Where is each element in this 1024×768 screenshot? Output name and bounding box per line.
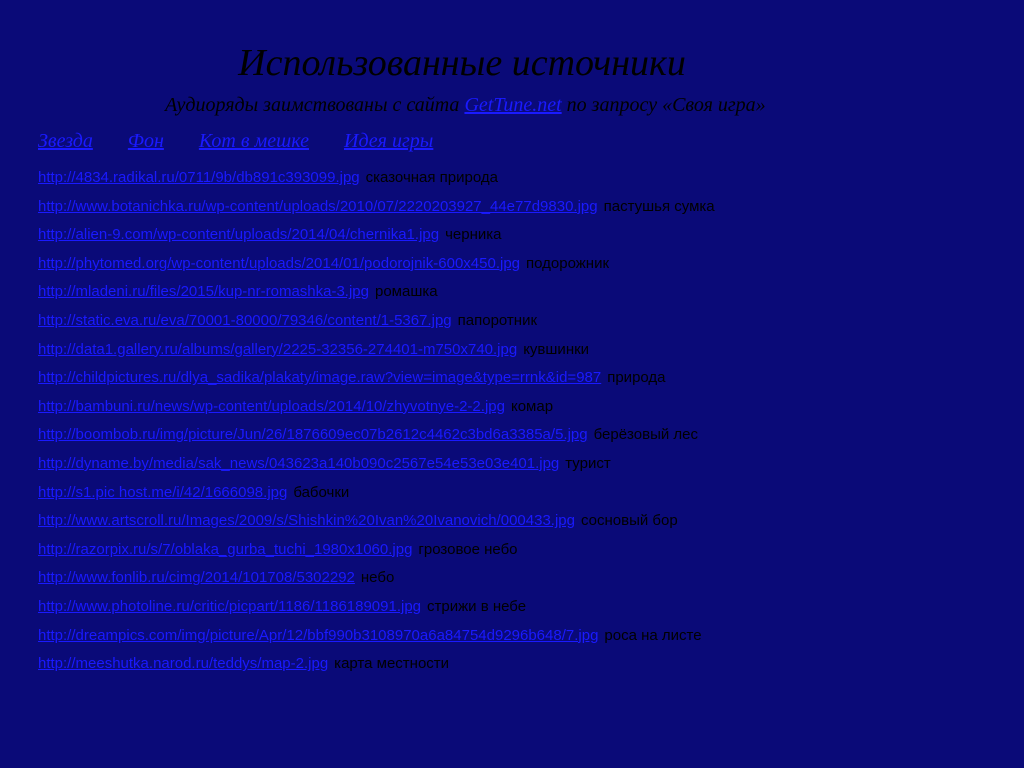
nav-link-background[interactable]: Фон xyxy=(127,130,164,152)
source-link[interactable]: http://boombob.ru/img/picture/Jun/26/1876609ec07b2612c4462c3bd6a3385a/5.jpg xyxy=(38,426,588,444)
list-item xyxy=(38,595,715,624)
list-item xyxy=(38,624,715,653)
list-item xyxy=(38,309,715,338)
source-link[interactable]: http://data1.gallery.ru/albums/gallery/2225-32356-274401-m750x740.jpg xyxy=(38,340,518,358)
source-description: подорожник xyxy=(526,254,610,272)
list-item xyxy=(38,223,715,252)
source-description: ромашка xyxy=(375,283,438,301)
source-link[interactable]: http://4834.radikal.ru/0711/9b/db891c393099.jpg xyxy=(38,169,360,186)
list-item xyxy=(38,652,715,681)
source-link[interactable]: http://www.artscroll.ru/Images/2009/s/Shishkin%20Ivan%20Ivanovich/000433.jpg xyxy=(38,512,575,530)
list-item xyxy=(38,566,715,595)
nav-link-star[interactable]: Звезда xyxy=(38,130,93,152)
source-description: природа xyxy=(607,369,666,387)
sources-list xyxy=(38,166,715,681)
source-description: стрижи в небе xyxy=(427,597,527,615)
source-description: турист xyxy=(565,454,611,472)
source-description: черника xyxy=(445,226,502,244)
source-description: грозовое небо xyxy=(418,540,518,558)
source-description: берёзовый лес xyxy=(593,426,699,444)
nav-link-cat-in-bag[interactable]: Кот в мешке xyxy=(198,130,309,152)
source-link[interactable]: http://static.eva.ru/eva/70001-80000/79346/content/1-5367.jpg xyxy=(38,311,452,329)
list-item xyxy=(38,280,715,309)
source-link[interactable]: http://www.photoline.ru/critic/picpart/1186/1186189091.jpg xyxy=(38,597,422,615)
source-link[interactable]: http://dyname.by/media/sak_news/043623a140b090c2567e54e53e03e401.jpg xyxy=(38,454,560,472)
source-link[interactable]: http://www.botanichka.ru/wp-content/uploads/2010/07/2220203927_44e77d9830.jpg xyxy=(38,197,598,215)
source-link[interactable]: http://www.fonlib.ru/cimg/2014/101708/5302292 xyxy=(38,569,355,587)
list-item xyxy=(38,395,715,424)
list-item xyxy=(38,195,715,224)
source-link[interactable]: http://dreampics.com/img/picture/Apr/12/bbf990b3108970a6a84754d9296b648/7.jpg xyxy=(38,626,599,644)
source-description: папоротник xyxy=(457,311,538,329)
source-description: комар xyxy=(510,397,554,415)
list-item xyxy=(38,538,715,567)
source-description: карта местности xyxy=(334,655,450,673)
source-description: сосновый бор xyxy=(580,512,678,530)
nav-link-game-idea[interactable]: Идея игры xyxy=(344,130,434,152)
source-link[interactable]: http://razorpix.ru/s/7/oblaka_gurba_tuchi_1980x1060.jpg xyxy=(38,540,413,558)
list-item xyxy=(38,366,715,395)
source-link[interactable]: http://phytomed.org/wp-content/uploads/2014/01/podorojnik-600x450.jpg xyxy=(38,254,520,272)
source-description: сказочная природа xyxy=(365,169,498,186)
page-title: Использованные источники xyxy=(238,42,686,84)
list-item xyxy=(38,252,715,281)
source-description: бабочки xyxy=(293,483,350,501)
source-description: небо xyxy=(360,569,395,587)
source-link[interactable]: http://s1.pic host.me/i/42/1666098.jpg xyxy=(38,483,288,501)
list-item xyxy=(38,338,715,367)
source-link[interactable]: http://childpictures.ru/dlya_sadika/plakaty/image.raw?view=image&type=rrnk&id=987 xyxy=(38,369,602,387)
subtitle-text-after: по запросу «Своя игра» xyxy=(561,94,766,116)
source-description: роса на листе xyxy=(604,626,702,644)
source-site-link[interactable]: GetTune.net xyxy=(464,94,562,116)
list-item xyxy=(38,452,715,481)
subtitle-text-before: Аудиоряды заимствованы с сайта xyxy=(165,94,465,116)
list-item xyxy=(38,423,715,452)
source-link[interactable]: http://mladeni.ru/files/2015/kup-nr-romashka-3.jpg xyxy=(38,283,369,301)
source-description: кувшинки xyxy=(523,340,590,358)
source-description: пастушья сумка xyxy=(603,197,715,215)
source-link[interactable]: http://meeshutka.narod.ru/teddys/map-2.jpg xyxy=(38,655,329,673)
list-item xyxy=(38,481,715,510)
list-item xyxy=(38,166,715,195)
subtitle xyxy=(165,94,766,117)
source-link[interactable]: http://bambuni.ru/news/wp-content/uploads/2014/10/zhyvotnye-2-2.jpg xyxy=(38,397,505,415)
list-item xyxy=(38,509,715,538)
nav-links xyxy=(38,130,463,153)
source-link[interactable]: http://alien-9.com/wp-content/uploads/2014/04/chernika1.jpg xyxy=(38,226,440,244)
